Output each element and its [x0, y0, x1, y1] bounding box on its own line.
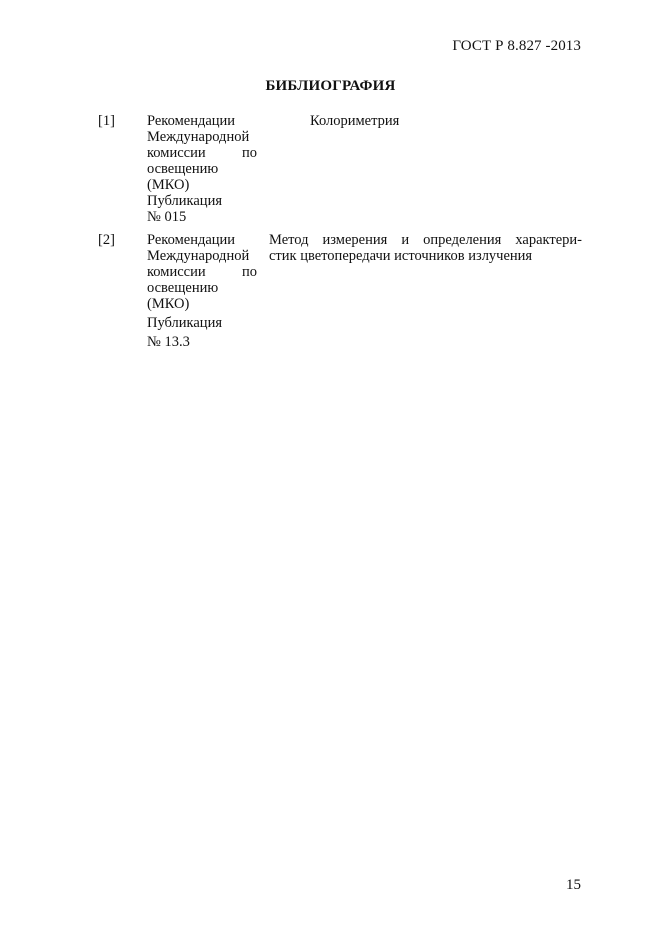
page-title: БИБЛИОГРАФИЯ [265, 78, 396, 94]
source-line: № 13.3 [147, 334, 190, 350]
reference-description [310, 113, 582, 129]
source-line: Международной [147, 129, 250, 145]
reference-number: [2] [98, 232, 115, 248]
reference-description [269, 232, 582, 264]
source-word: комиссии [147, 264, 206, 280]
description-line: Колориметрия [310, 113, 400, 129]
document-header-code: ГОСТ Р 8.827 -2013 [452, 38, 581, 54]
source-word: по [241, 264, 257, 280]
reference-number: [1] [98, 113, 115, 129]
description-line: стик цветопередачи источников излучения [269, 248, 533, 264]
reference-source [147, 113, 257, 225]
source-line: освещению [147, 161, 219, 177]
source-line: Рекомендации [147, 232, 236, 248]
reference-source [147, 232, 257, 350]
source-line [147, 264, 257, 280]
source-line: Рекомендации [147, 113, 236, 129]
description-line: Метод измерения и определения характери- [269, 232, 582, 248]
source-line: № 015 [147, 209, 187, 225]
source-line: освещению [147, 280, 219, 296]
source-word: комиссии [147, 145, 206, 161]
source-line: (МКО) [147, 296, 190, 312]
source-word: по [241, 145, 257, 161]
source-line [147, 145, 257, 161]
source-line: Международной [147, 248, 250, 264]
page-number: 15 [566, 877, 581, 893]
source-line: Публикация [147, 193, 222, 209]
source-line: (МКО) [147, 177, 190, 193]
source-line: Публикация [147, 315, 222, 331]
